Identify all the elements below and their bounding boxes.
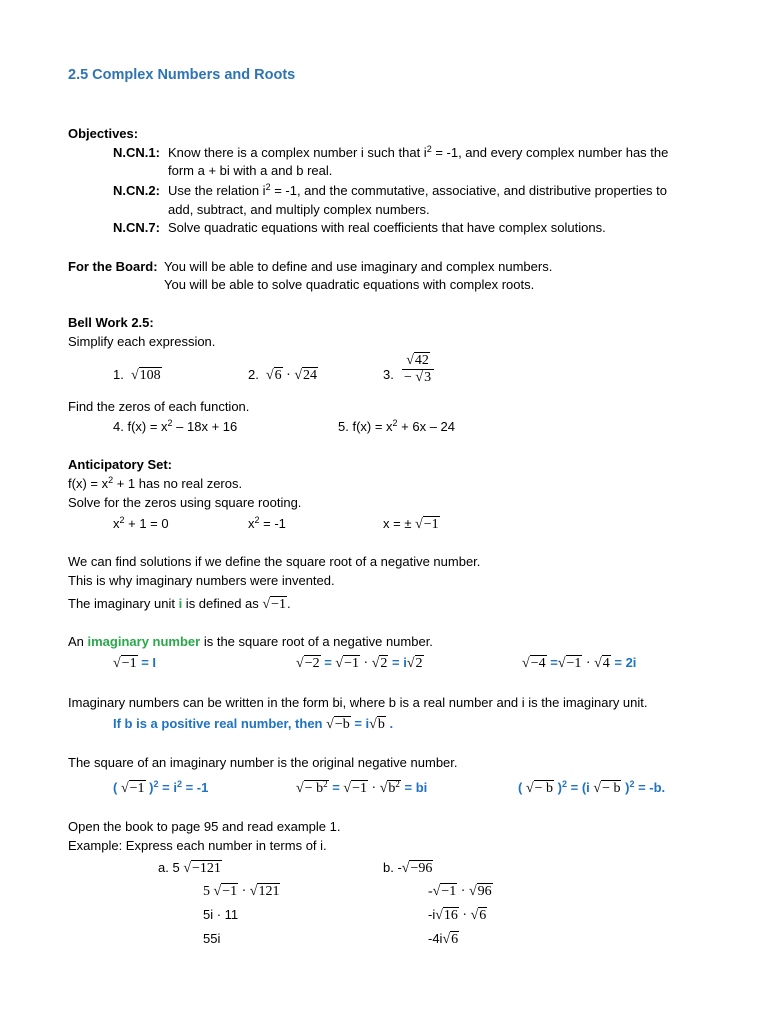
example-i: √−1 = I <box>113 655 157 671</box>
square-line: The square of an imaginary number is the original negative number. <box>68 755 458 770</box>
example-a-step: 55i <box>203 931 221 946</box>
anticipatory-line: $f(x) = x^2 + 1$ has no real zeros. <box>68 475 243 491</box>
form-line: Imaginary numbers can be written in the form bi, where b is a real number and i is the imaginary unit. <box>68 695 648 710</box>
objective-code: N.CN.1: <box>113 145 160 160</box>
problem-4: 4. $f(x) = x^2 - 18x + 16$ <box>113 418 238 434</box>
example-b: b. -√−96 <box>383 860 433 876</box>
example-a: a. 5 √−121 <box>158 860 221 876</box>
board-line: You will be able to define and use imaginary and complex numbers. <box>164 259 553 274</box>
example-a-step: 5i · 11 <box>203 907 239 922</box>
example-b-step: -4i√6 <box>428 931 459 947</box>
objective-text: Know there is a complex number i such that $i^2 = -1$, and every complex number has the <box>168 144 669 160</box>
problem-1: 1. √108 <box>113 367 161 383</box>
equation: x = ± √−1 <box>383 516 439 532</box>
anticipatory-line: Solve for the zeros using square rooting. <box>68 495 302 510</box>
objective-text-cont: add, subtract, and multiply complex numbers. <box>168 202 430 217</box>
example-root-2: √−2 = √−1 · √2 = i√2 <box>296 655 423 671</box>
example-root-4: √−4 =√−1 · √4 = 2i <box>522 655 637 671</box>
objective-text: Solve quadratic equations with real coefficients that have complex solutions. <box>168 220 606 235</box>
bellwork-instruction: Simplify each expression. <box>68 334 216 349</box>
square-ex-1: ( √−1 )$^2 = i^2 = -1$ <box>113 779 209 796</box>
objectives-heading: Objectives: <box>68 126 139 141</box>
form-rule: If b is a positive real number, then √−b = i√b . <box>113 716 394 732</box>
example-line: Example: Express each number in terms of i. <box>68 838 327 853</box>
bellwork-instruction: Find the zeros of each function. <box>68 399 250 414</box>
objective-text-cont: form a + bi with a and b real. <box>168 163 333 178</box>
board-line: You will be able to solve quadratic equations with complex roots. <box>164 277 535 292</box>
problem-3-fraction: $\frac{√42}{- √3}$ <box>402 353 434 386</box>
imaginary-unit-def: The imaginary unit i is defined as √−1. <box>68 596 291 612</box>
objective-code: N.CN.2: <box>113 183 160 198</box>
equation: $x^2 = -1$ <box>248 515 286 531</box>
radicand: 108 <box>139 368 161 383</box>
example-b-step: -i√16 · √6 <box>428 907 487 923</box>
example-line: Open the book to page 95 and read example 1. <box>68 819 341 834</box>
square-ex-3: ( √− b )$^2$ = (i √− b )$^2$ = -b. <box>518 779 666 796</box>
paragraph-line: This is why imaginary numbers were invented. <box>68 573 335 588</box>
paragraph-line: We can find solutions if we define the square root of a negative number. <box>68 554 481 569</box>
bellwork-heading: Bell Work 2.5: <box>68 315 154 330</box>
example-a-step: 5 √−1 · √121 <box>203 884 280 899</box>
page-title: 2.5 Complex Numbers and Roots <box>68 67 296 83</box>
problem-3-label: 3. <box>383 367 394 382</box>
objective-code: N.CN.7: <box>113 220 160 235</box>
example-b-step: -√−1 · √96 <box>428 884 492 899</box>
board-label: For the Board: <box>68 259 158 274</box>
problem-2: 2. √6 · √24 <box>248 367 318 383</box>
objective-text: Use the relation $i^2 = -1$, and the commutative, associative, and distributive properties to <box>168 182 667 198</box>
square-ex-2: √− $b^2 = √-1 \cdot √b^2$ = bi <box>296 779 428 796</box>
imaginary-definition: An imaginary number is the square root of a negative number. <box>68 634 433 649</box>
problem-5: 5. $f(x) = x^2 + 6x - 24$ <box>338 418 456 434</box>
equation: $x^2 + 1 = 0$ <box>113 515 169 531</box>
anticipatory-heading: Anticipatory Set: <box>68 457 173 472</box>
